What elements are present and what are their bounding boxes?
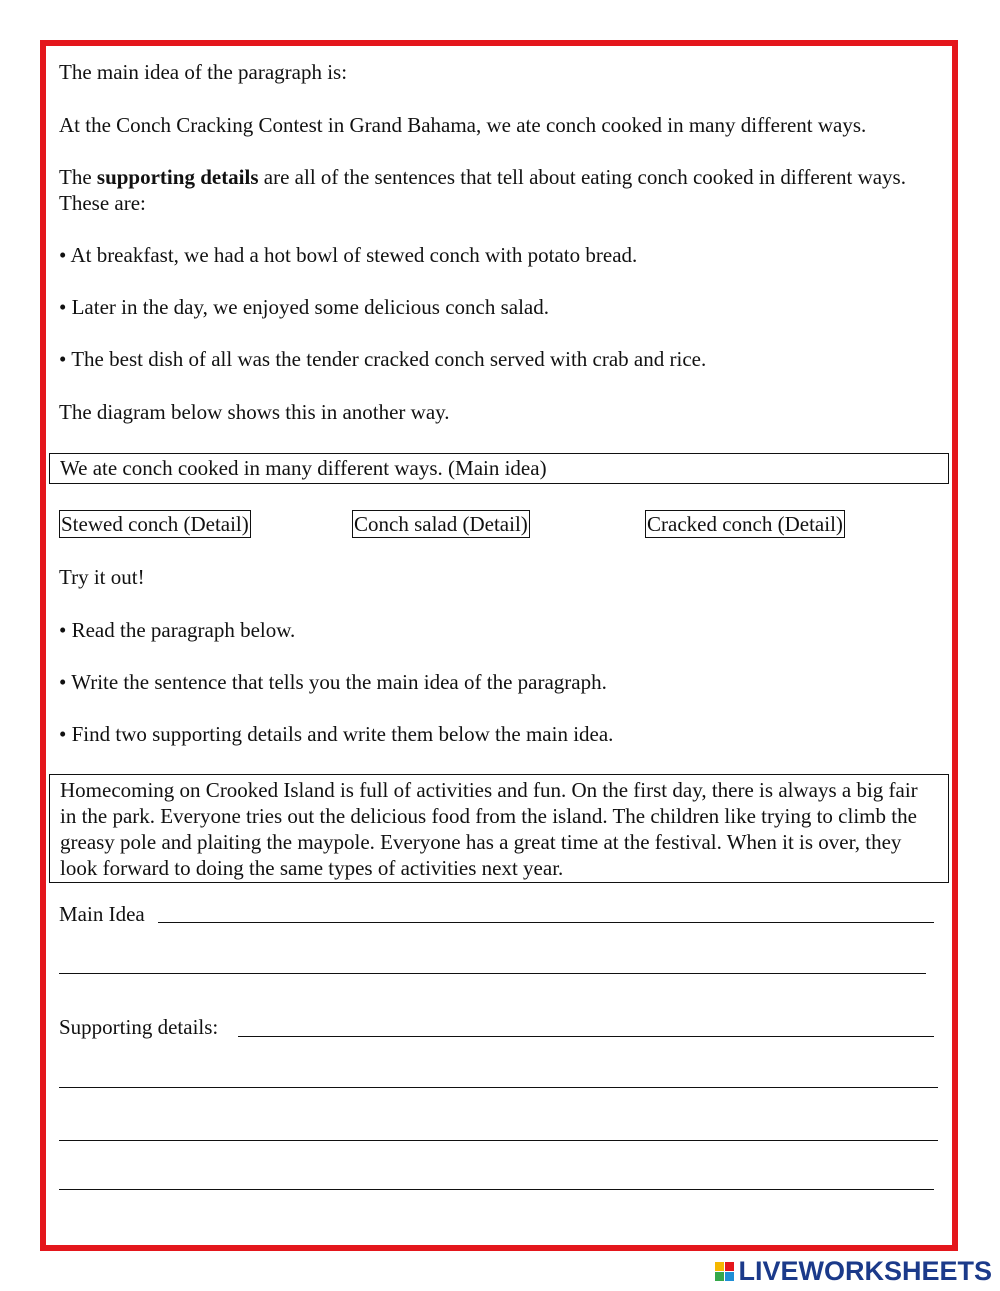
main-idea-sentence: At the Conch Cracking Contest in Grand Bahama, we ate conch cooked in many different ways. <box>59 113 867 137</box>
supporting-details-label: Supporting details: <box>59 1015 219 1039</box>
supporting-details-answer-line[interactable] <box>59 1087 938 1088</box>
diagram-main-idea-box: We ate conch cooked in many different ways. (Main idea) <box>49 453 949 484</box>
diagram-intro: The diagram below shows this in another way. <box>59 400 450 424</box>
detail-item: • At breakfast, we had a hot bowl of stewed conch with potato bread. <box>59 243 638 267</box>
instruction-item: • Read the paragraph below. <box>59 618 296 642</box>
liveworksheets-logo <box>715 1256 992 1286</box>
logo-text: LIVEWORKSHEETS <box>738 1255 992 1286</box>
supporting-details-intro: The supporting details are all of the sentences that tell about eating conch cooked in different ways. These are: <box>59 165 906 215</box>
reading-paragraph-box: Homecoming on Crooked Island is full of activities and fun. On the first day, there is always a big fair in the park. Everyone tries out the delicious food from the island. The children like trying to climb the greasy pole and plaiting the maypole. Everyone has a great time at the festival. When it is over, they look forward to doing the same types of activities next year. <box>49 774 949 883</box>
worksheet-frame <box>40 40 958 1251</box>
main-idea-label: Main Idea <box>59 902 145 926</box>
instruction-item: • Find two supporting details and write them below the main idea. <box>59 722 614 746</box>
supporting-details-answer-line[interactable] <box>238 1036 934 1037</box>
diagram-detail-box: Conch salad (Detail) <box>354 512 528 536</box>
detail-item: • The best dish of all was the tender cracked conch served with crab and rice. <box>59 347 707 371</box>
main-idea-intro: The main idea of the paragraph is: <box>59 60 348 84</box>
main-idea-answer-line[interactable] <box>158 922 934 923</box>
diagram-detail-box: Stewed conch (Detail) <box>61 512 249 536</box>
liveworksheets-logo-icon <box>715 1262 734 1281</box>
supporting-details-bold: supporting details <box>96 165 259 189</box>
try-it-heading: Try it out! <box>59 565 145 589</box>
instruction-item: • Write the sentence that tells you the main idea of the paragraph. <box>59 670 607 694</box>
diagram-detail-box: Cracked conch (Detail) <box>647 512 843 536</box>
main-idea-answer-line[interactable] <box>59 973 926 974</box>
detail-item: • Later in the day, we enjoyed some delicious conch salad. <box>59 295 549 319</box>
supporting-details-answer-line[interactable] <box>59 1189 934 1190</box>
supporting-details-answer-line[interactable] <box>59 1140 938 1141</box>
